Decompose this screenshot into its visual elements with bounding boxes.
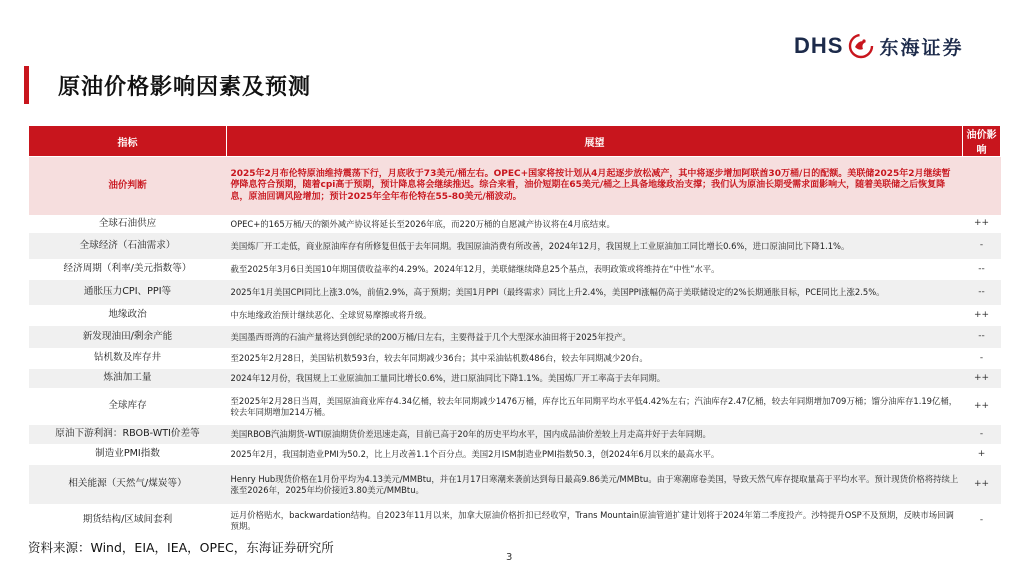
row-outlook: 美国炼厂开工走低，商业原油库存有所修复但低于去年同期。我国原油消费有所改善，2024年12月，我国规上工业原油加工同比增长0.6%，进口原油同比下降1.1%。 — [227, 233, 963, 260]
row-outlook: 远月价格贴水，backwardation结构。自2023年11月以来，加拿大原油价格折扣已经收窄，Trans Mountain原油管道扩建计划将于2024年第二季度投产。沙特提升OSP不及预期，反映市场回调预期。 — [227, 505, 963, 537]
data-source-note: 资料来源：Wind，EIA，IEA，OPEC，东海证券研究所 — [28, 540, 334, 555]
row-outlook: Henry Hub现货价格在1月份平均为4.13美元/MMBtu，并在1月17日寒潮来袭前达到每日最高9.86美元/MMBtu。由于寒潮席卷美国，导致天然气库存提取量高于平均水平。预计现货价格将持续上涨至2026年，2025年均价接近3.80美元/MMBtu。 — [227, 465, 963, 505]
row-impact: - — [963, 425, 1001, 445]
table-row — [29, 445, 1001, 465]
row-impact: + — [963, 445, 1001, 465]
row-impact: -- — [963, 326, 1001, 349]
row-outlook: 2024年12月份，我国规上工业原油加工量同比增长0.6%，进口原油同比下降1.1%。美国炼厂开工率高于去年同期。 — [227, 369, 963, 389]
row-factor: 原油下游利润：RBOB-WTI价差等 — [29, 425, 227, 445]
row-outlook: 2025年1月美国CPI同比上涨3.0%，前值2.9%，高于预期；美国1月PPI（最终需求）同比上升2.4%，美国PPI涨幅仍高于美联储设定的2%长期通胀目标，PCE同比上涨2.5%。 — [227, 280, 963, 306]
row-impact: ++ — [963, 389, 1001, 425]
header-impact: 油价影响 — [963, 126, 1001, 157]
table-row — [29, 349, 1001, 369]
row-factor: 全球石油供应 — [29, 216, 227, 233]
table-header-row — [29, 126, 1001, 157]
page-number: 3 — [506, 552, 513, 563]
logo-name-cn: 东海证券 — [879, 36, 964, 59]
row-impact: - — [963, 505, 1001, 537]
row-factor: 全球库存 — [29, 389, 227, 425]
row-factor: 油价判断 — [29, 157, 227, 216]
row-impact: ++ — [963, 369, 1001, 389]
row-impact: ++ — [963, 306, 1001, 326]
dragon-swirl-icon — [847, 32, 875, 60]
row-factor: 通胀压力CPI、PPI等 — [29, 280, 227, 306]
table-row — [29, 260, 1001, 280]
row-factor: 全球经济（石油需求） — [29, 233, 227, 260]
row-factor: 相关能源（天然气/煤炭等） — [29, 465, 227, 505]
row-impact: - — [963, 349, 1001, 369]
row-factor: 钻机数及库存井 — [29, 349, 227, 369]
header-factor: 指标 — [29, 126, 227, 157]
oil-factor-table — [28, 125, 1001, 537]
row-factor: 经济周期（利率/美元指数等） — [29, 260, 227, 280]
table-row — [29, 233, 1001, 260]
row-outlook: 中东地缘政治预计继续恶化、全球贸易摩擦或将升级。 — [227, 306, 963, 326]
table-row — [29, 157, 1001, 216]
header-outlook: 展望 — [227, 126, 963, 157]
row-impact: ++ — [963, 465, 1001, 505]
row-factor: 地缘政治 — [29, 306, 227, 326]
row-impact: -- — [963, 280, 1001, 306]
row-outlook: 至2025年2月28日，美国钻机数593台，较去年同期减少36台；其中采油钻机数486台，较去年同期减少20台。 — [227, 349, 963, 369]
row-impact: -- — [963, 260, 1001, 280]
row-factor: 新发现油田/剩余产能 — [29, 326, 227, 349]
logo-brand: DHS — [794, 33, 844, 58]
table-row — [29, 425, 1001, 445]
table-row — [29, 369, 1001, 389]
company-logo — [794, 30, 963, 62]
page-title: 原油价格影响因素及预测 — [58, 75, 312, 100]
row-outlook: 美国墨西哥湾的石油产量将达到创纪录的200万桶/日左右，主要得益于几个大型深水油田将于2025年投产。 — [227, 326, 963, 349]
table-row — [29, 216, 1001, 233]
row-outlook: 至2025年2月28日当周，美国原油商业库存4.34亿桶，较去年同期减少1476万桶，库存比五年同期平均水平低4.42%左右；汽油库存2.47亿桶，较去年同期增加709万桶；馏分油库存1.19亿桶，较去年同期增加214万桶。 — [227, 389, 963, 425]
title-accent-bar — [24, 66, 29, 104]
row-factor: 制造业PMI指数 — [29, 445, 227, 465]
table-row — [29, 280, 1001, 306]
row-outlook: 美国RBOB汽油期货-WTI原油期货价差迅速走高，目前已高于20年的历史平均水平，国内成品油价差较上月走高并好于去年同期。 — [227, 425, 963, 445]
row-factor: 期货结构/区域间套利 — [29, 505, 227, 537]
row-outlook: 截至2025年3月6日美国10年期国债收益率约4.29%。2024年12月，美联储继续降息25个基点，表明政策或将维持在“中性”水平。 — [227, 260, 963, 280]
row-outlook: OPEC+的165万桶/天的额外减产协议将延长至2026年底，而220万桶的自愿减产协议将在4月底结束。 — [227, 216, 963, 233]
table-row — [29, 465, 1001, 505]
row-outlook: 2025年2月，我国制造业PMI为50.2，比上月改善1.1个百分点。美国2月ISM制造业PMI指数50.3，创2024年6月以来的最高水平。 — [227, 445, 963, 465]
table-row — [29, 389, 1001, 425]
row-impact: - — [963, 233, 1001, 260]
table-row — [29, 505, 1001, 537]
row-factor: 炼油加工量 — [29, 369, 227, 389]
table-row — [29, 326, 1001, 349]
table-row — [29, 306, 1001, 326]
row-impact — [963, 157, 1001, 216]
row-outlook: 2025年2月布伦特原油维持震荡下行，月底收于73美元/桶左右。OPEC+国家将按计划从4月起逐步放松减产，其中将逐步增加阿联酋30万桶/日的配额。美联储2025年2月继续暂停降息符合预期，随着cpi高于预期，预计降息将会继续推迟。综合来看，油价短期在65美元/桶之上具备地缘政治支撑；我们认为原油长期受需求面影响大，随着美联储之后恢复降息，原油回调风险增加；预计2025年全年布伦特在55-80美元/桶波动。 — [227, 157, 963, 216]
row-impact: ++ — [963, 216, 1001, 233]
